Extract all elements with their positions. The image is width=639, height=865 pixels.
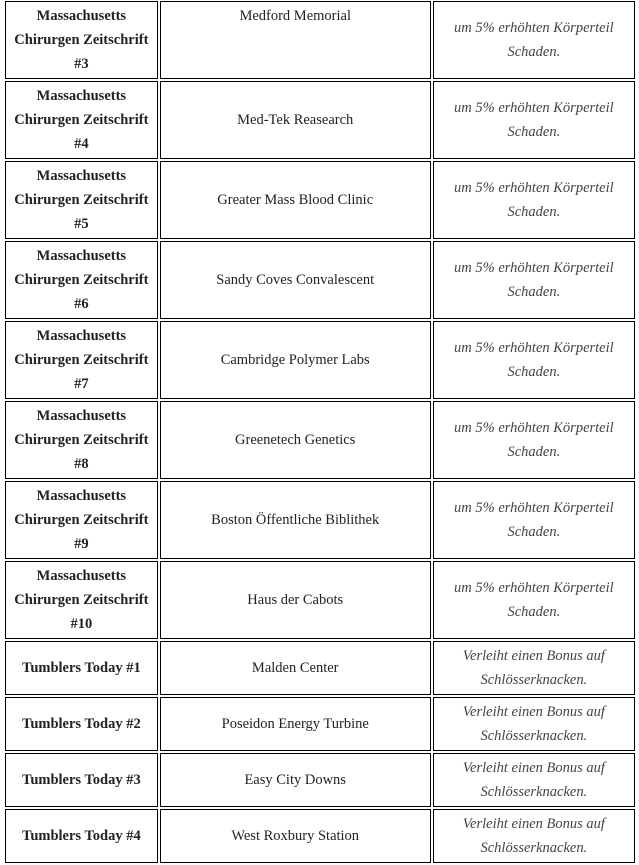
table-row xyxy=(5,809,635,863)
magazine-name-cell: Massachusetts Chirurgen Zeitschrift #5 xyxy=(5,161,158,239)
table-row xyxy=(5,1,635,79)
magazine-name-cell: Tumblers Today #1 xyxy=(5,641,158,695)
effect-cell: Verleiht einen Bonus auf Schlösserknacken. xyxy=(433,641,635,695)
magazine-name-cell: Massachusetts Chirurgen Zeitschrift #4 xyxy=(5,81,158,159)
effect-cell: um 5% erhöhten Körperteil Schaden. xyxy=(433,561,635,639)
magazine-name-cell: Massachusetts Chirurgen Zeitschrift #10 xyxy=(5,561,158,639)
magazine-name-cell: Massachusetts Chirurgen Zeitschrift #9 xyxy=(5,481,158,559)
table-row xyxy=(5,241,635,319)
location-cell: Cambridge Polymer Labs xyxy=(160,321,431,399)
table-row xyxy=(5,753,635,807)
effect-cell: um 5% erhöhten Körperteil Schaden. xyxy=(433,1,635,79)
table-row xyxy=(5,481,635,559)
magazine-name-cell: Tumblers Today #2 xyxy=(5,697,158,751)
location-cell: Sandy Coves Convalescent xyxy=(160,241,431,319)
effect-cell: Verleiht einen Bonus auf Schlösserknacken. xyxy=(433,697,635,751)
effect-cell: Verleiht einen Bonus auf Schlösserknacken. xyxy=(433,753,635,807)
effect-cell: Verleiht einen Bonus auf Schlösserknacken. xyxy=(433,809,635,863)
effect-cell: um 5% erhöhten Körperteil Schaden. xyxy=(433,481,635,559)
effect-cell: um 5% erhöhten Körperteil Schaden. xyxy=(433,241,635,319)
table-row xyxy=(5,321,635,399)
magazine-locations-table xyxy=(3,0,637,865)
location-cell: Greater Mass Blood Clinic xyxy=(160,161,431,239)
effect-cell: um 5% erhöhten Körperteil Schaden. xyxy=(433,161,635,239)
location-cell: Greenetech Genetics xyxy=(160,401,431,479)
magazine-name-cell: Tumblers Today #3 xyxy=(5,753,158,807)
location-cell: Boston Öffentliche Biblithek xyxy=(160,481,431,559)
table-row xyxy=(5,401,635,479)
table-row xyxy=(5,641,635,695)
magazine-name-cell: Massachusetts Chirurgen Zeitschrift #8 xyxy=(5,401,158,479)
table-row xyxy=(5,561,635,639)
effect-cell: um 5% erhöhten Körperteil Schaden. xyxy=(433,321,635,399)
location-cell: West Roxbury Station xyxy=(160,809,431,863)
location-cell: Poseidon Energy Turbine xyxy=(160,697,431,751)
location-cell: Easy City Downs xyxy=(160,753,431,807)
effect-cell: um 5% erhöhten Körperteil Schaden. xyxy=(433,401,635,479)
location-cell: Haus der Cabots xyxy=(160,561,431,639)
table-row xyxy=(5,161,635,239)
location-cell: Medford Memorial xyxy=(160,1,431,79)
magazine-name-cell: Tumblers Today #4 xyxy=(5,809,158,863)
effect-cell: um 5% erhöhten Körperteil Schaden. xyxy=(433,81,635,159)
table-row xyxy=(5,81,635,159)
location-cell: Med-Tek Reasearch xyxy=(160,81,431,159)
table-row xyxy=(5,697,635,751)
magazine-name-cell: Massachusetts Chirurgen Zeitschrift #7 xyxy=(5,321,158,399)
magazine-name-cell: Massachusetts Chirurgen Zeitschrift #3 xyxy=(5,1,158,79)
location-cell: Malden Center xyxy=(160,641,431,695)
magazine-name-cell: Massachusetts Chirurgen Zeitschrift #6 xyxy=(5,241,158,319)
